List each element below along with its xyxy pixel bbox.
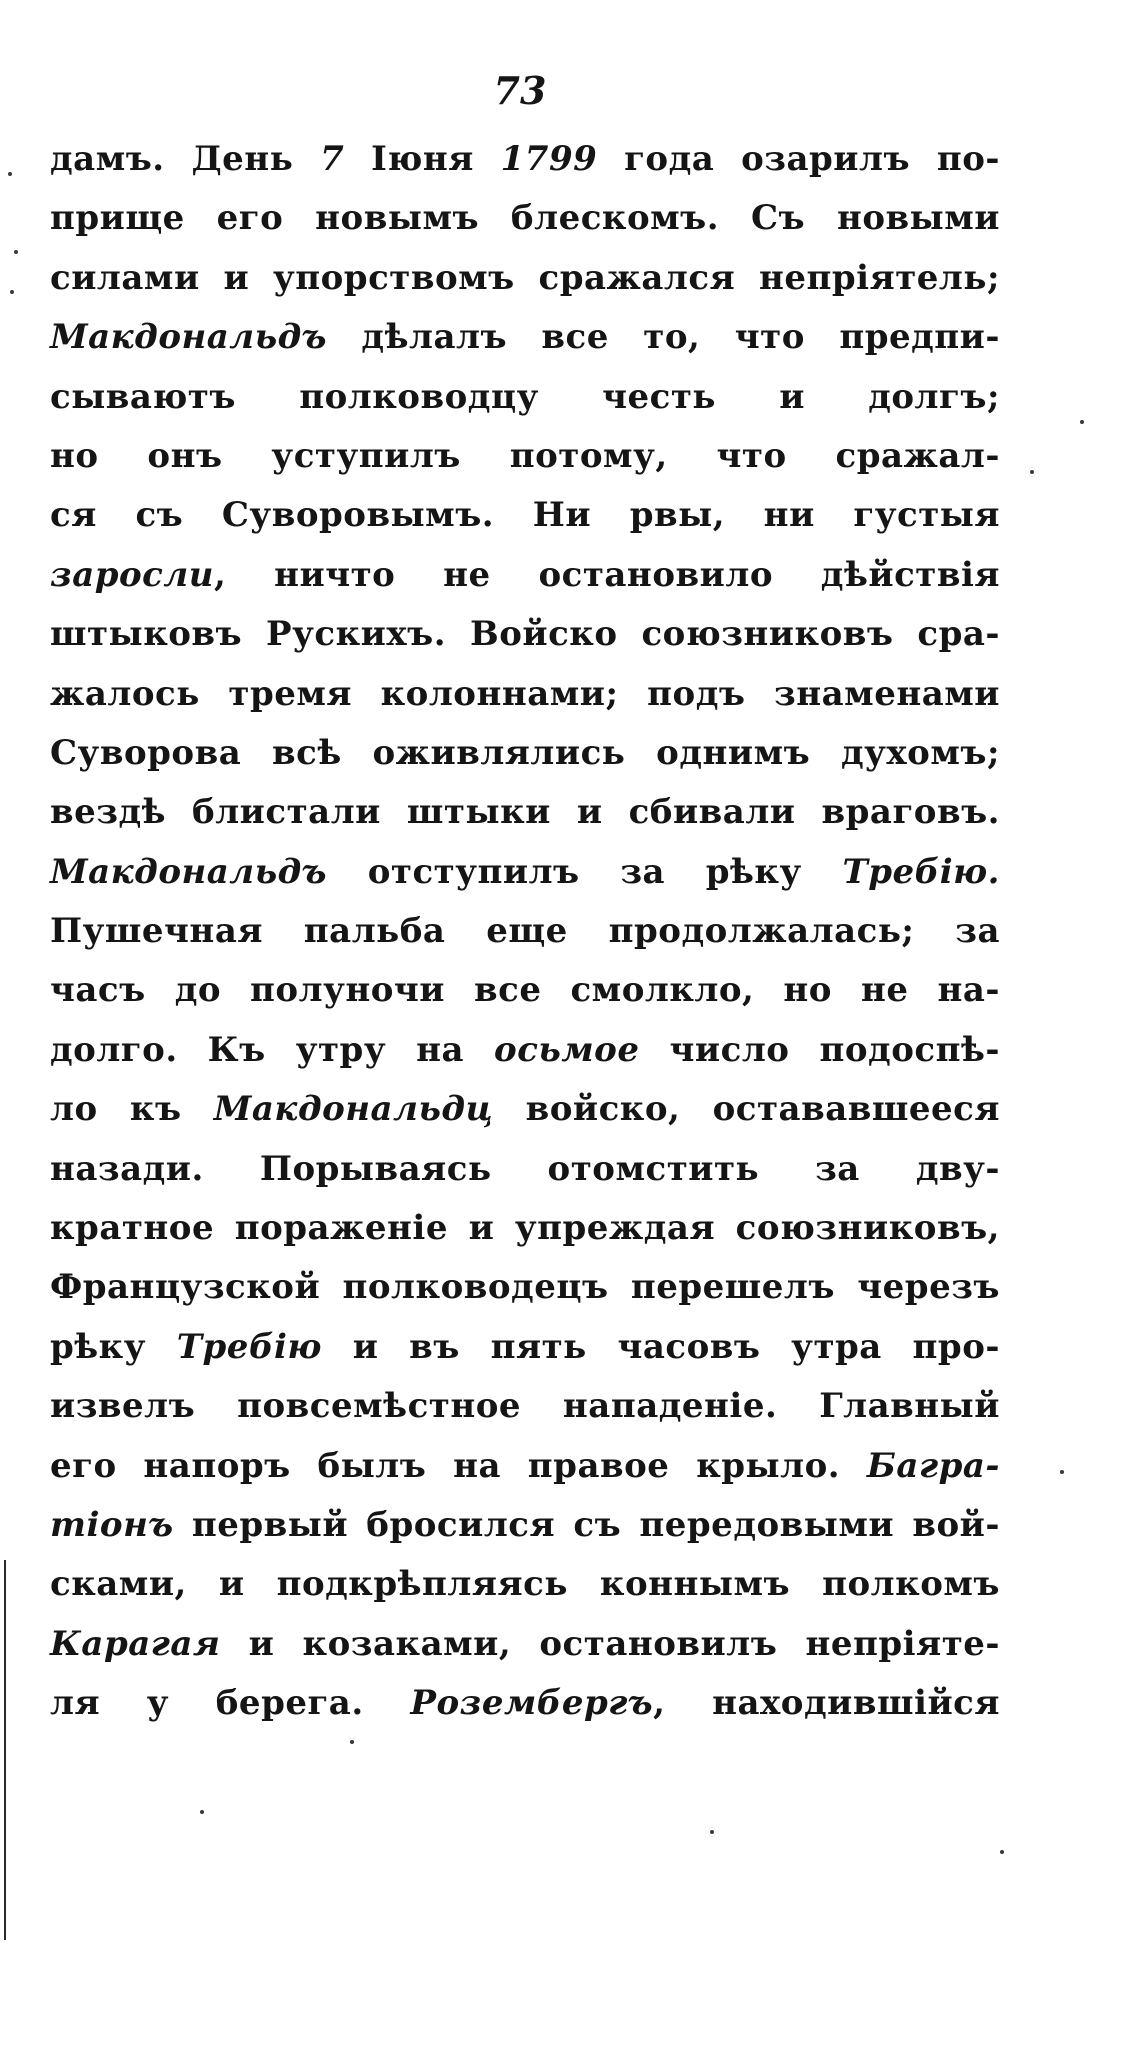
text-segment: отступилъ за рѣку bbox=[327, 851, 843, 892]
text-line bbox=[50, 1140, 1000, 1199]
text-segment: извелъ повсемѣстное нападеніе. Главный bbox=[50, 1386, 1000, 1427]
text-segment: , ничто не остановило дѣйствія bbox=[214, 554, 1000, 595]
text-segment: первый бросился съ передовыми вой- bbox=[173, 1504, 1000, 1545]
ink-speck bbox=[8, 172, 12, 176]
text-segment: года озарилъ по- bbox=[597, 139, 1000, 179]
italic-text: заросли bbox=[50, 554, 214, 595]
text-line bbox=[50, 1674, 1000, 1733]
text-line bbox=[50, 961, 1000, 1020]
ink-speck bbox=[200, 1810, 204, 1814]
text-segment: штыковъ Рускихъ. Войско союзниковъ сра- bbox=[50, 614, 1000, 655]
text-segment: жалось тремя колоннами; подъ знаменами bbox=[50, 673, 1000, 714]
text-line bbox=[50, 427, 1000, 486]
italic-text: Багра- bbox=[866, 1445, 1000, 1486]
text-line bbox=[50, 843, 1000, 902]
text-segment: кратное пораженіе и упреждая союзниковъ, bbox=[50, 1208, 1000, 1249]
text-segment: сываютъ полководцу честь и долгъ; bbox=[50, 376, 1000, 417]
italic-text: тіонъ bbox=[50, 1504, 174, 1545]
text-segment: Пушечная пальба еще продолжалась; за bbox=[50, 911, 1000, 952]
text-segment: дамъ. День bbox=[50, 139, 321, 179]
text-segment: Іюня bbox=[344, 139, 501, 179]
text-segment: ло къ bbox=[50, 1089, 214, 1130]
text-segment: дѣлалъ все то, что предпи- bbox=[327, 317, 1000, 358]
text-segment: и козаками, остановилъ непріяте- bbox=[220, 1623, 1000, 1664]
text-line bbox=[50, 1199, 1000, 1258]
text-line bbox=[50, 1615, 1000, 1674]
text-line bbox=[50, 902, 1000, 961]
ink-speck bbox=[1060, 1470, 1064, 1474]
text-segment: часъ до полуночи все смолкло, но не на- bbox=[50, 970, 1000, 1011]
text-segment: силами и упорствомъ сражался непріятель; bbox=[50, 257, 1000, 298]
text-line bbox=[50, 724, 1000, 783]
text-line bbox=[50, 1318, 1000, 1377]
italic-text: Требію bbox=[176, 1326, 322, 1367]
text-line bbox=[50, 665, 1000, 724]
text-segment: ся съ Суворовымъ. Ни рвы, ни густыя bbox=[50, 495, 1000, 536]
ink-speck bbox=[1000, 1850, 1004, 1854]
italic-text: 1799 bbox=[500, 139, 598, 179]
text-line bbox=[50, 1555, 1000, 1614]
text-segment: но онъ уступилъ потому, что сражал- bbox=[50, 435, 1000, 476]
text-segment: его напоръ былъ на правое крыло. bbox=[50, 1445, 867, 1486]
ink-speck bbox=[1030, 470, 1034, 474]
page-edge-line bbox=[4, 1560, 6, 1940]
text-line bbox=[50, 783, 1000, 842]
text-line bbox=[50, 486, 1000, 545]
ink-speck bbox=[10, 290, 14, 294]
text-line bbox=[50, 189, 1000, 248]
text-segment: ля у берега. bbox=[50, 1683, 411, 1724]
text-line bbox=[50, 605, 1000, 664]
text-segment: назади. Порываясь отомстить за дву- bbox=[50, 1148, 1000, 1189]
text-line bbox=[50, 1496, 1000, 1555]
italic-text: Карагая bbox=[50, 1623, 221, 1664]
italic-text: Макдональдъ bbox=[50, 851, 327, 892]
text-segment: Суворова всѣ оживлялись однимъ духомъ; bbox=[50, 732, 1000, 773]
italic-text: Требію. bbox=[842, 851, 1000, 892]
text-line bbox=[50, 546, 1000, 605]
italic-text: Макдональдъ bbox=[50, 317, 327, 358]
text-segment: долго. Къ утру на bbox=[50, 1029, 495, 1070]
italic-text: Макдональдц bbox=[213, 1089, 494, 1130]
text-line bbox=[50, 368, 1000, 427]
text-line bbox=[50, 1377, 1000, 1436]
italic-text: 7 bbox=[320, 139, 345, 179]
text-segment: войско, остававшееся bbox=[493, 1089, 1000, 1130]
text-segment: сками, и подкрѣпляясь коннымъ полкомъ bbox=[50, 1564, 1000, 1605]
text-line bbox=[50, 1021, 1000, 1080]
text-line bbox=[50, 1080, 1000, 1139]
text-line bbox=[50, 308, 1000, 367]
text-line bbox=[50, 249, 1000, 308]
text-segment: и въ пять часовъ утра про- bbox=[321, 1326, 1000, 1367]
ink-speck bbox=[350, 1740, 354, 1744]
text-segment: число подоспѣ- bbox=[639, 1029, 1001, 1070]
text-segment: рѣку bbox=[50, 1326, 177, 1367]
page-number: 73 bbox=[493, 68, 547, 113]
text-segment: прище его новымъ блескомъ. Съ новыми bbox=[50, 198, 1000, 239]
text-line bbox=[50, 130, 1000, 189]
text-segment: Французской полководецъ перешелъ черезъ bbox=[50, 1267, 1000, 1308]
text-segment: , находившійся bbox=[653, 1683, 1000, 1724]
text-segment: вездѣ блистали штыки и сбивали враговъ. bbox=[50, 792, 1000, 833]
ink-speck bbox=[14, 250, 18, 254]
text-line bbox=[50, 1437, 1000, 1496]
ink-speck bbox=[1080, 420, 1084, 424]
ink-speck bbox=[710, 1830, 714, 1834]
body-text bbox=[50, 130, 1000, 1734]
italic-text: Розембергъ bbox=[410, 1683, 654, 1724]
italic-text: осьмое bbox=[494, 1029, 640, 1070]
text-line bbox=[50, 1258, 1000, 1317]
